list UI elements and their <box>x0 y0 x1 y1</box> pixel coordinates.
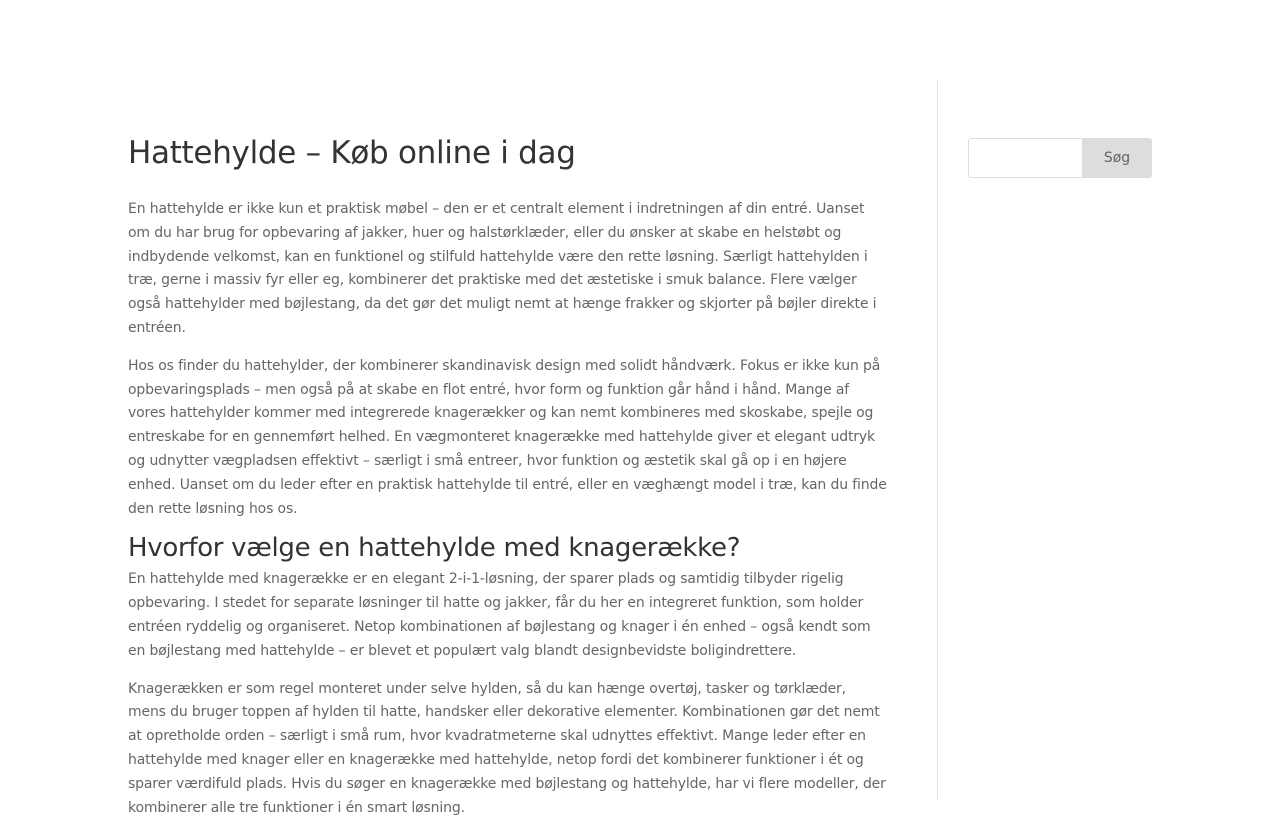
intro-paragraph-2: Hos os finder du hattehylder, der kombinerer skandinavisk design med solidt håndværk. Fokus er ikke kun på opbevaringsplads – men også på at skabe en flot entré, hvor form og funktion går hånd i hånd. Mange af vores hattehylder kommer med integrerede knagerækker og kan nemt kombineres med skoskabe, spejle og entreskabe for en gennemført helhed. En vægmonteret knagerække med hattehylde giver et elegant udtryk og udnytter vægpladsen effektivt – særligt i små entreer, hvor funktion og æstetik skal gå op i en højere enhed. Uanset om du leder efter en praktisk hattehylde til entré, eller en væghængt model i træ, kan du finde den rette løsning hos os. <box>128 357 887 517</box>
search-button[interactable]: Søg <box>1082 138 1152 178</box>
article-content <box>128 134 888 834</box>
section-heading: Hvorfor vælge en hattehylde med knagerække? <box>128 533 741 564</box>
search-form <box>968 138 1152 178</box>
page-title: Hattehylde – Køb online i dag <box>128 135 576 171</box>
section-paragraph-2: Knagerækken er som regel monteret under selve hylden, så du kan hænge overtøj, tasker og tørklæder, mens du bruger toppen af hylden til hatte, handsker eller dekorative elementer. Kombinationen gør det nemt at opretholde orden – særligt i små rum, hvor kvadratmeterne skal udnyttes effektivt. Mange leder efter en hattehylde med knager eller en knagerække med hattehylde, netop fordi det kombinerer funktioner i ét og sparer værdifuld plads. Hvis du søger en knagerække med bøjlestang og hattehylde, har vi flere modeller, der kombinerer alle tre funktioner i én smart løsning. <box>128 680 886 816</box>
intro-paragraph-1: En hattehylde er ikke kun et praktisk møbel – den er et centralt element i indretningen af din entré. Uanset om du har brug for opbevaring af jakker, huer og halstørklæder, eller du ønsker at skabe en helstøbt og indbydende velkomst, kan en funktionel og stilfuld hattehylde være den rette løsning. Særligt hattehylden i træ, gerne i massiv fyr eller eg, kombinerer det praktiske med det æstetiske i smuk balance. Flere vælger også hattehylder med bøjlestang, da det gør det muligt nemt at hænge frakker og skjorter på bøjler direkte i entréen. <box>128 201 877 336</box>
sidebar-divider <box>937 80 938 800</box>
search-input[interactable] <box>968 138 1082 178</box>
section-paragraph-1: En hattehylde med knagerække er en elegant 2-i-1-løsning, der sparer plads og samtidig tilbyder rigelig opbevaring. I stedet for separate løsninger til hatte og jakker, får du her en integreret funktion, som holder entréen ryddelig og organiseret. Netop kombinationen af bøjlestang og knager i én enhed – også kendt som en bøjlestang med hattehylde – er blevet et populært valg blandt designbevidste boligindrettere. <box>128 571 871 659</box>
